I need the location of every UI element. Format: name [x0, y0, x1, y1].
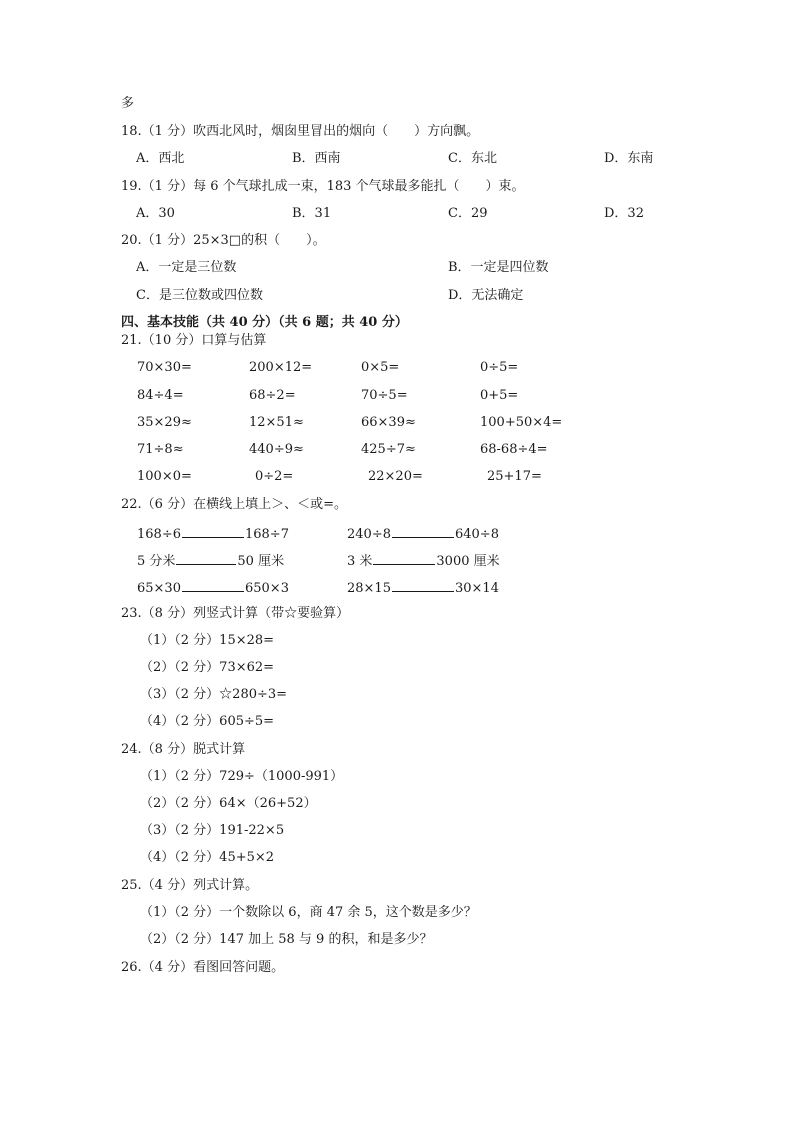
answer-blank[interactable] [392, 524, 454, 538]
q22-left: 28×15 [347, 581, 391, 596]
q21-expr: 70÷5= [361, 388, 408, 403]
q21-expr: 440÷9≈ [249, 442, 304, 457]
q19-option-c[interactable]: C．29 [448, 206, 488, 221]
q21-expr: 68-68÷4= [480, 442, 548, 457]
q25-item: （1）（2 分）一个数除以 6，商 47 余 5，这个数是多少？ [140, 905, 477, 920]
q20-option-a[interactable]: A．一定是三位数 [136, 260, 237, 275]
q21-expr: 0+5= [480, 388, 519, 403]
q21-expr: 0÷5= [480, 360, 519, 375]
q21-stem: 21.（10 分）口算与估算 [121, 333, 267, 348]
q18-stem: 18.（1 分）吹西北风时，烟囱里冒出的烟向（ ）方向飘。 [121, 124, 480, 139]
q21-expr: 71÷8≈ [137, 442, 184, 457]
q20-option-c[interactable]: C．是三位数或四位数 [136, 288, 263, 303]
answer-blank[interactable] [182, 524, 244, 538]
q22-compare [347, 524, 499, 543]
q22-left: 240÷8 [347, 527, 391, 542]
q20-option-b[interactable]: B．一定是四位数 [448, 260, 549, 275]
q21-expr: 22×20= [368, 469, 423, 484]
q22-stem: 22.（6 分）在横线上填上＞、＜或=。 [121, 497, 347, 512]
q24-item: （3）（2 分）191-22×5 [140, 823, 285, 838]
q21-expr: 0÷2= [255, 469, 294, 484]
q21-expr: 35×29≈ [137, 415, 192, 430]
q18-option-d[interactable]: D．东南 [604, 151, 654, 166]
q19-option-b[interactable]: B．31 [292, 206, 332, 221]
q19-stem: 19.（1 分）每 6 个气球扎成一束，183 个气球最多能扎（ ）束。 [121, 179, 525, 194]
q20-stem: 20.（1 分）25×3□的积（ ）。 [121, 233, 326, 248]
q26-stem: 26.（4 分）看图回答问题。 [121, 960, 285, 975]
q22-compare [347, 578, 499, 597]
q25-item: （2）（2 分）147 加上 58 与 9 的积，和是多少？ [140, 932, 433, 947]
q22-right: 3000 厘米 [436, 554, 500, 569]
q23-item: （1）（2 分）15×28= [140, 633, 275, 648]
q21-expr: 425÷7≈ [361, 442, 416, 457]
continued-text: 多 [121, 96, 135, 111]
q22-right: 650×3 [244, 581, 289, 596]
q21-expr: 12×51≈ [249, 415, 304, 430]
q19-option-a[interactable]: A．30 [136, 206, 175, 221]
q21-expr: 100×0= [137, 469, 192, 484]
q25-stem: 25.（4 分）列式计算。 [121, 878, 259, 893]
q23-item: （3）（2 分）☆280÷3= [140, 687, 288, 702]
q24-stem: 24.（8 分）脱式计算 [121, 742, 246, 757]
q18-option-a[interactable]: A．西北 [136, 151, 185, 166]
q23-item: （4）（2 分）605÷5= [140, 714, 275, 729]
q21-expr: 66×39≈ [361, 415, 416, 430]
q21-expr: 70×30= [137, 360, 192, 375]
q21-expr: 84÷4= [137, 388, 184, 403]
q22-right: 640÷8 [454, 527, 499, 542]
section-heading: 四、基本技能（共 40 分）（共 6 题；共 40 分） [121, 315, 408, 330]
q22-left: 168÷6 [137, 527, 181, 542]
answer-blank[interactable] [392, 578, 454, 592]
q22-compare [137, 578, 289, 597]
q24-item: （4）（2 分）45+5×2 [140, 850, 275, 865]
q24-item: （1）（2 分）729÷（1000-991） [140, 769, 344, 784]
q21-expr: 68÷2= [249, 388, 296, 403]
q21-expr: 100+50×4= [480, 415, 563, 430]
q18-option-b[interactable]: B．西南 [292, 151, 341, 166]
q19-option-d[interactable]: D．32 [604, 206, 644, 221]
q22-left: 65×30 [137, 581, 181, 596]
q22-right: 168÷7 [244, 527, 289, 542]
q20-option-d[interactable]: D．无法确定 [448, 288, 524, 303]
q21-expr: 0×5= [361, 360, 400, 375]
q22-left: 5 分米 [137, 554, 176, 569]
q22-right: 50 厘米 [237, 554, 285, 569]
q24-item: （2）（2 分）64×（26+52） [140, 796, 317, 811]
answer-blank[interactable] [373, 551, 435, 565]
q21-expr: 25+17= [487, 469, 542, 484]
q23-stem: 23.（8 分）列竖式计算（带☆要验算） [121, 606, 350, 621]
answer-blank[interactable] [176, 551, 236, 565]
q22-compare [137, 524, 289, 543]
answer-blank[interactable] [182, 578, 244, 592]
q22-right: 30×14 [454, 581, 499, 596]
q22-compare [347, 551, 500, 570]
q22-left: 3 米 [347, 554, 373, 569]
q21-expr: 200×12= [249, 360, 313, 375]
q18-option-c[interactable]: C．东北 [448, 151, 497, 166]
q22-compare [137, 551, 284, 570]
q23-item: （2）（2 分）73×62= [140, 660, 275, 675]
